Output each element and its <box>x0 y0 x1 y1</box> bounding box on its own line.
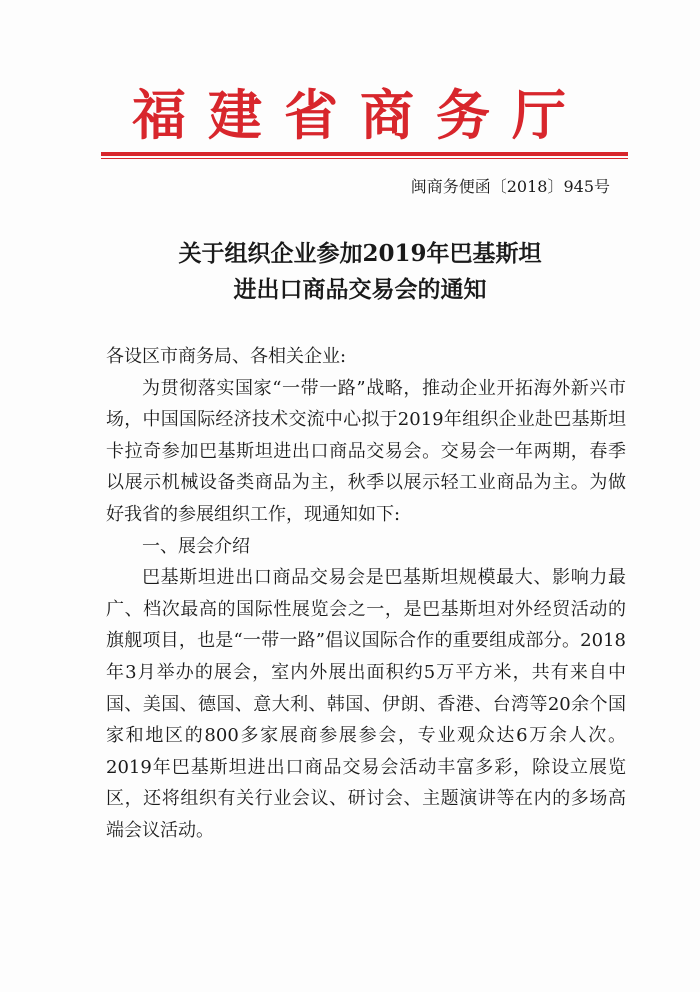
salutation: 各设区市商务局、各相关企业: <box>106 346 347 367</box>
notice-title-line-1: 关于组织企业参加2019年巴基斯坦 <box>178 240 542 267</box>
letterhead-rule-thick <box>101 152 628 156</box>
letterhead-rule-thin <box>101 158 628 159</box>
issuer-letterhead: 福建省商务厅 <box>132 83 588 147</box>
notice-title <box>100 236 620 308</box>
section-heading-exhibition-intro: 一、展会介绍 <box>142 535 250 557</box>
paragraph-exhibition-intro: 巴基斯坦进出口商品交易会是巴基斯坦规模最大、影响力最广、档次最高的国际性展览会之一，是巴基斯坦对外经贸活动的旗舰项目，也是“一带一路”倡议国际合作的重要组成部分。2018年3月举办的展会，室内外展出面积约5万平方米，共有来自中国、美国、德国、意大利、韩国、伊朗、香港、台湾等20余个国家和地区的800多家展商参展参会，专业观众达6万余人次。2019年巴基斯坦进出口商品交易会活动丰富多彩，除设立展览区，还将组织有关行业会议、研讨会、主题演讲等在内的多场高端会议活动。 <box>106 567 626 841</box>
document-number: 闽商务便函〔2018〕945号 <box>410 177 610 196</box>
notice-title-line-2: 进出口商品交易会的通知 <box>233 276 487 303</box>
paragraph-intro: 为贯彻落实国家“一带一路”战略，推动企业开拓海外新兴市场，中国国际经济技术交流中心拟于2019年组织企业赴巴基斯坦卡拉奇参加巴基斯坦进出口商品交易会。交易会一年两期，春季以展示机械设备类商品为主，秋季以展示轻工业商品为主。为做好我省的参展组织工作，现通知如下: <box>106 377 626 525</box>
document-body <box>106 341 626 847</box>
